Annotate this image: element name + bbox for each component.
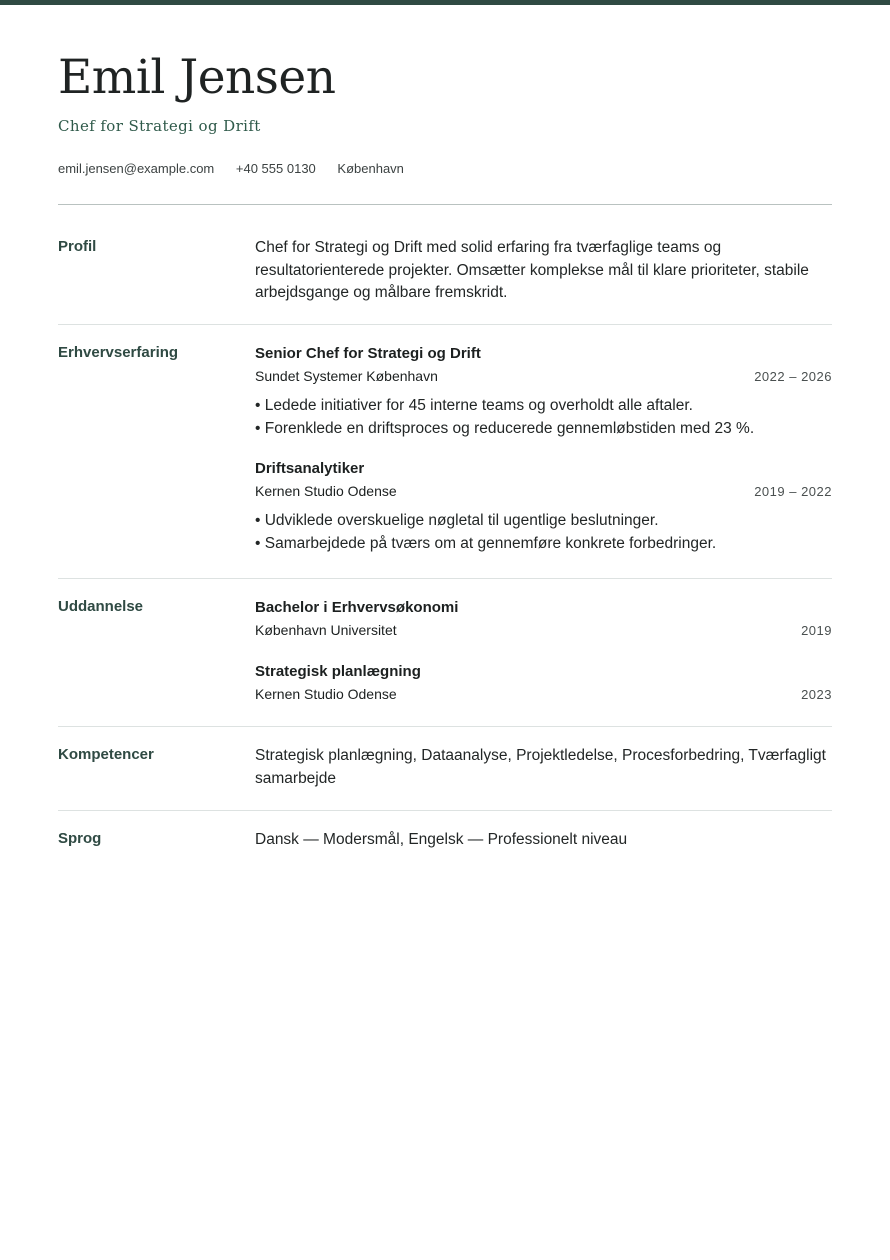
job-bullet: • Udviklede overskuelige nøgletal til ugentlige beslutninger. [255,510,832,533]
candidate-title: Chef for Strategi og Drift [58,117,261,135]
contact-line [58,161,422,176]
education-year: 2023 [801,687,832,702]
contact-city: København [337,161,404,176]
education-list [255,597,832,705]
contact-email[interactable]: emil.jensen@example.com [58,161,215,176]
job-title: Senior Chef for Strategi og Drift [255,345,481,362]
job-company: Kernen Studio Odense [255,483,397,499]
section-heading-languages: Sprog [58,830,102,847]
profile-text: Chef for Strategi og Drift med solid erfaring fra tværfaglige teams og resultatorienterede projekter. Omsætter komplekse mål til klare prioriteter, stabile arbejdsgange og målbare fremskridt. [255,239,809,301]
job-dates: 2022 – 2026 [754,369,832,384]
section-divider [58,810,832,811]
job-bullet: • Ledede initiativer for 45 interne teams og overholdt alle aftaler. [255,395,832,418]
job-bullet: • Samarbejdede på tværs om at gennemføre konkrete forbedringer. [255,533,832,556]
section-divider [58,726,832,727]
job-dates: 2019 – 2022 [754,484,832,499]
section-heading-profile: Profil [58,238,97,255]
section-heading-skills: Kompetencer [58,746,154,763]
degree-title: Bachelor i Erhvervsøkonomi [255,599,459,616]
job-bullets [255,510,832,555]
candidate-name: Emil Jensen [58,50,336,105]
job-company: Sundet Systemer København [255,368,438,384]
languages-text: Dansk — Modersmål, Engelsk — Professionelt niveau [255,831,628,848]
experience-entry [255,458,832,555]
education-entry [255,661,832,705]
job-bullet: • Forenklede en driftsproces og reducerede gennemløbstiden med 23 %. [255,418,832,441]
section-divider [58,324,832,325]
skills-text: Strategisk planlægning, Dataanalyse, Projektledelse, Procesforbedring, Tværfagligt samarbejde [255,747,826,787]
education-year: 2019 [801,623,832,638]
school-name: Kernen Studio Odense [255,686,397,702]
contact-phone[interactable]: +40 555 0130 [235,161,316,176]
degree-title: Strategisk planlægning [255,663,421,680]
section-heading-education: Uddannelse [58,598,144,615]
education-entry [255,597,832,641]
job-bullets [255,395,832,440]
job-title: Driftsanalytiker [255,460,365,477]
header-divider [58,204,832,205]
top-accent-bar [0,0,890,5]
section-divider [58,578,832,579]
school-name: København Universitet [255,622,397,638]
experience-entry [255,343,832,440]
section-heading-experience: Erhvervserfaring [58,344,179,361]
experience-list [255,343,832,555]
